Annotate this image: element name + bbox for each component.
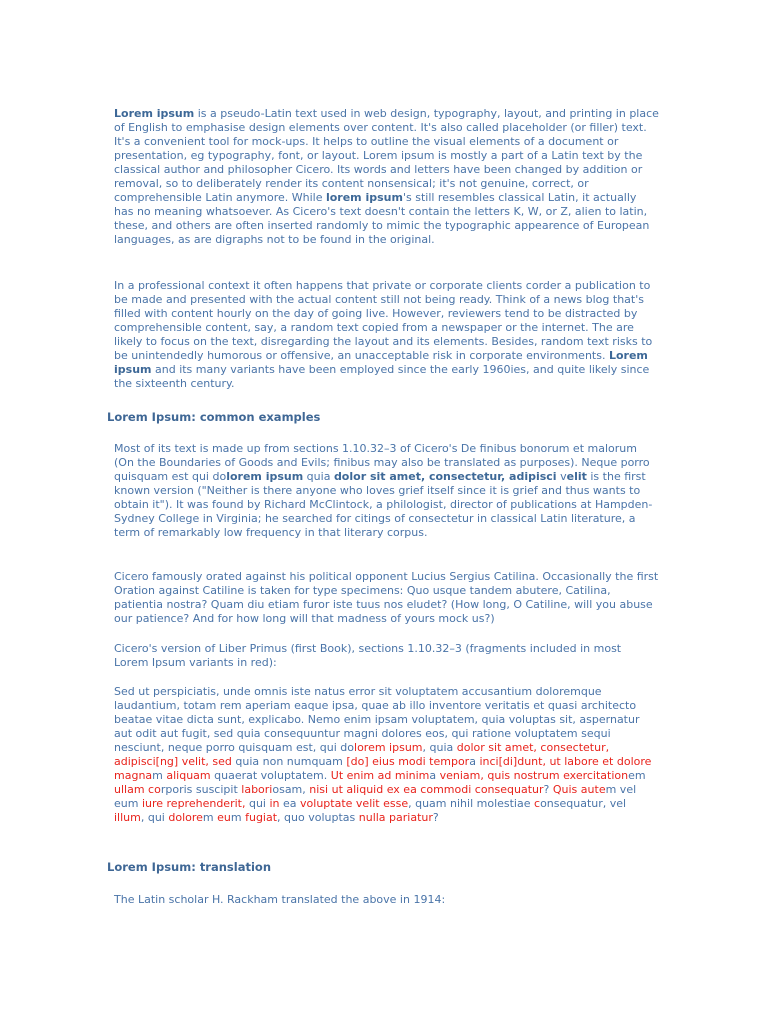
latin-fragment: aliquam xyxy=(166,769,211,782)
latin-text: onsequatur, vel xyxy=(540,797,627,810)
paragraph-text: v xyxy=(556,470,567,483)
intro-paragraph xyxy=(114,107,659,247)
latin-text: a xyxy=(429,769,440,782)
paragraph-text: In a professional context it often happens that private or corporate clients corder a publication to be made and presented with the actual content still not being ready. Think of a news blog that's filled with content hourly on the day of going live. However, reviewers tend to be distracted by comprehensible content, say, a random text copied from a newspaper or the internet. The are likely to focus on the text, disregarding the layout and its elements. Besides, random text risks to be unintendedly humorous or offensive, an unacceptable risk in corporate environments. xyxy=(114,279,653,362)
latin-text: a xyxy=(469,755,480,768)
bold-term: lorem ipsum xyxy=(325,191,403,204)
latin-fragment: nisi ut aliquid ex ea commodi consequatur xyxy=(309,783,544,796)
bold-term: lorem ipsum xyxy=(226,470,304,483)
latin-fragment: veniam, quis nostrum exercitation xyxy=(439,769,629,782)
latin-fragment: velit, sed xyxy=(181,755,232,768)
latin-fragment: Ut enim ad minim xyxy=(330,769,430,782)
latin-fragment: dolor sit amet, consectetur, adipisci[ng] xyxy=(114,741,610,768)
latin-text: , qui xyxy=(140,811,169,824)
latin-text: m xyxy=(202,811,218,824)
latin-text: quaerat voluptatem. xyxy=(210,769,331,782)
paragraph-text: and its many variants have been employed since the early 1960ies, and quite likely since the sixteenth century. xyxy=(114,363,650,390)
latin-text: ? xyxy=(432,811,439,824)
latin-fragment: in xyxy=(269,797,280,810)
latin-text: ea xyxy=(279,797,301,810)
paragraph-text: is a pseudo-Latin text used in web design, typography, layout, and printing in place of English to emphasise design elements over content. It's also called placeholder (or filler) text. It's a convenient tool for mock-ups. It helps to outline the visual elements of a document or presentation, eg typography, font, or layout. Lorem ipsum is mostly a part of a Latin text by the classical author and philosopher Cicero. Its words and letters have been changed by addition or removal, so to deliberately render its content nonsensical; it's not genuine, correct, or comprehensible Latin anymore. While xyxy=(114,107,659,204)
latin-text: , quia xyxy=(422,741,457,754)
latin-fragment: Quis aute xyxy=(552,783,606,796)
latin-text: m xyxy=(152,769,167,782)
latin-text: ? xyxy=(543,783,553,796)
latin-text: m vel eum xyxy=(114,783,637,810)
bold-term: dolor sit amet, consectetur, adipisci xyxy=(333,470,557,483)
bold-term: Lorem ipsum xyxy=(114,107,195,120)
latin-fragment: lorem ipsum xyxy=(354,741,423,754)
liber-primus-intro: Cicero's version of Liber Primus (first Book), sections 1.10.32–3 (fragments included in most Lorem Ipsum variants in red): xyxy=(114,642,622,669)
latin-fragment: voluptate velit esse xyxy=(300,797,409,810)
latin-passage xyxy=(114,685,659,825)
latin-text: Sed ut perspiciatis, unde omnis iste natus error sit voluptatem accusantium doloremque laudantium, totam rem aperiam eaque ipsa, quae ab illo inventore veritatis et quasi architecto beatae vitae dicta sunt, explicabo. Nemo enim ipsam voluptatem, quia voluptas sit, aspernatur aut odit aut fugit, sed quia consequuntur magni dolores eos, qui ratione voluptatem sequi nesciunt, neque porro quisquam est, qui do xyxy=(114,685,640,754)
latin-text: , quam nihil molestiae xyxy=(408,797,534,810)
catilina-paragraph: Cicero famously orated against his political opponent Lucius Sergius Catilina. Occasionally the first Oration against Catiline is taken for type specimens: Quo usque tandem abutere, Catilina, patientia nostra? Quam diu etiam furor iste tuus nos eludet? (How long, O Catiline, will you abuse our patience? And for how long will that madness of yours mock us?) xyxy=(114,570,659,625)
latin-fragment: [do] eius modi tempor xyxy=(346,755,470,768)
latin-fragment: nulla pariatur xyxy=(358,811,433,824)
section-heading-translation: Lorem Ipsum: translation xyxy=(107,860,272,874)
latin-text: m xyxy=(230,811,246,824)
bold-term: Lorem ipsum xyxy=(114,349,648,376)
latin-fragment: c xyxy=(534,797,541,810)
latin-text: qui xyxy=(245,797,270,810)
paragraph-text: quia xyxy=(303,470,334,483)
latin-fragment: fugiat xyxy=(245,811,278,824)
latin-text: , quo voluptas xyxy=(277,811,359,824)
latin-text: quia non numquam xyxy=(231,755,347,768)
paragraph-text: 's still resembles classical Latin, it actually has no meaning whatsoever. As Cicero's text doesn't contain the letters K, W, or Z, alien to latin, these, and others are often inserted randomly to mimic the typographic appearence of European languages, as are digraphs not to be found in the original. xyxy=(114,191,650,246)
paragraph-text: is the first known version ("Neither is there anyone who loves grief itself since it is grief and thus wants to obtain it"). It was found by Richard McClintock, a philologist, director of publications at Hampden-Sydney College in Virginia; he searched for citings of consectetur in classical Latin literature, a term of remarkably low frequency in that literary corpus. xyxy=(114,470,653,539)
latin-fragment: ullam co xyxy=(114,783,161,796)
latin-fragment: eu xyxy=(217,811,231,824)
latin-fragment: inci[di]dunt, ut labore et dolore magna xyxy=(114,755,652,782)
latin-fragment: labori xyxy=(241,783,273,796)
paragraph-text: Most of its text is made up from sections 1.10.32–3 of Cicero's De finibus bonorum et malorum (On the Boundaries of Goods and Evils; finibus may also be translated as purposes). Neque porro quisquam est qui do xyxy=(114,442,650,483)
examples-paragraph xyxy=(114,442,659,540)
latin-fragment: illum xyxy=(114,811,141,824)
latin-fragment: dolore xyxy=(168,811,203,824)
context-paragraph xyxy=(114,279,659,391)
translation-intro: The Latin scholar H. Rackham translated the above in 1914: xyxy=(114,893,446,906)
latin-text: osam, xyxy=(272,783,310,796)
latin-text: rporis suscipit xyxy=(160,783,242,796)
latin-fragment: iure reprehenderit, xyxy=(141,797,246,810)
section-heading-common-examples: Lorem Ipsum: common examples xyxy=(107,410,321,424)
bold-term: elit xyxy=(566,470,587,483)
latin-text: em xyxy=(628,769,646,782)
